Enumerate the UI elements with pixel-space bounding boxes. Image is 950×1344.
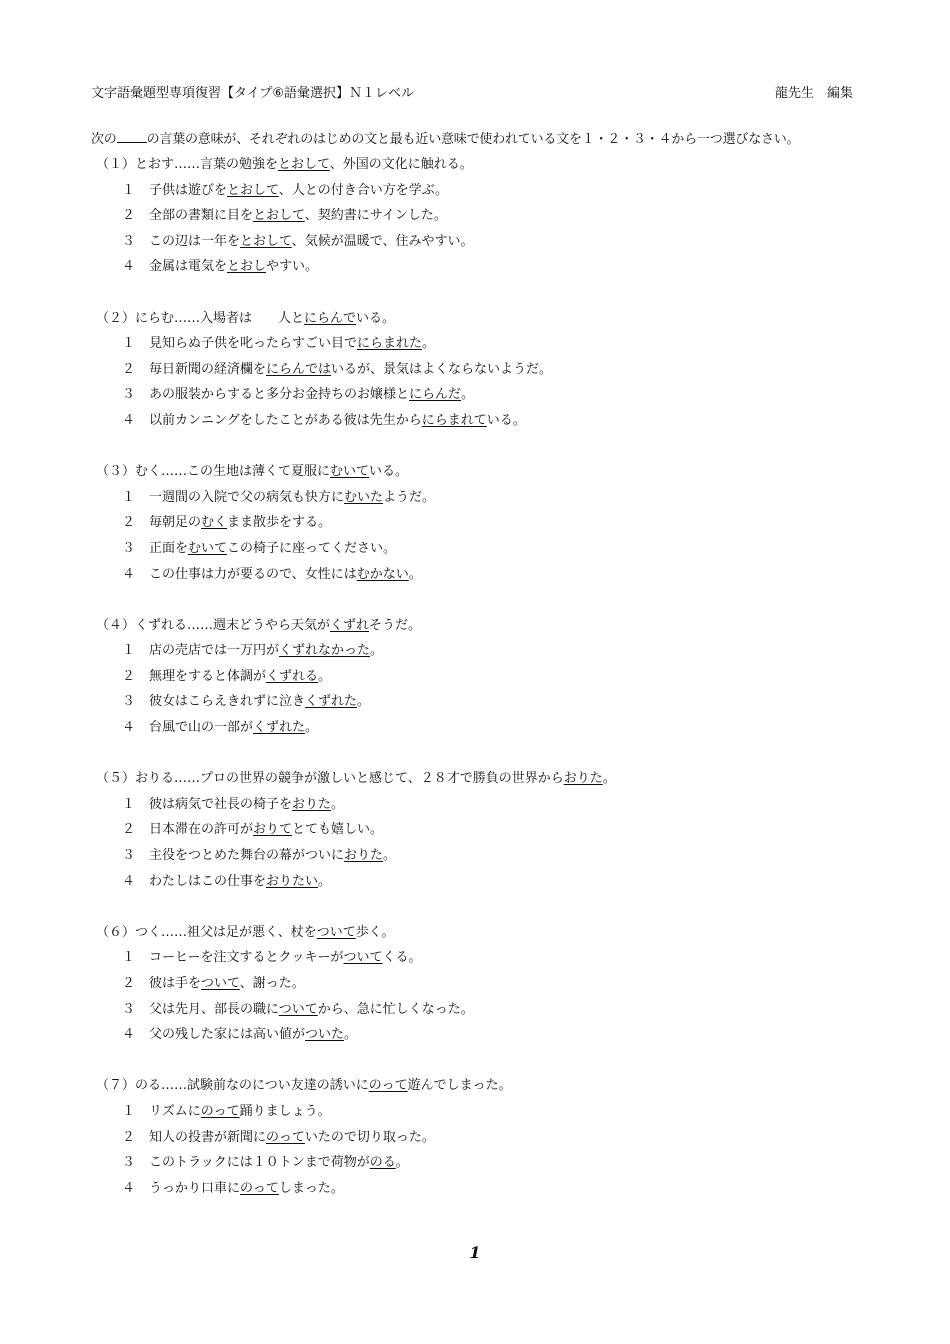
sentence-fragment: 。: [395, 1155, 409, 1171]
sentence-fragment: 店の売店では一万円が: [149, 643, 280, 659]
sentence-fragment: いるが、景気はよくならないようだ。: [331, 361, 553, 377]
answer-option: [96, 817, 616, 843]
answer-option: [96, 1150, 616, 1176]
underlined-target-word: おりた: [292, 796, 332, 812]
sentence-fragment: 一週間の入院で父の病気も快方に: [149, 489, 345, 505]
underlined-target-word: のる: [369, 1155, 396, 1171]
answer-option: [96, 689, 616, 715]
sentence-fragment: 毎日新聞の経済欄を: [149, 361, 267, 377]
underlined-target-word: くずれ: [330, 617, 370, 633]
option-number: ４: [122, 873, 136, 889]
underlined-target-word: にらんで: [304, 310, 357, 326]
sentence-fragment: 台風で山の一部が: [149, 720, 254, 736]
answer-option: [96, 203, 616, 229]
sentence-fragment: リズムに: [149, 1103, 201, 1119]
question-block: [96, 920, 616, 1048]
sentence-fragment: 毎朝足の: [149, 515, 202, 531]
editor-credit: 龍先生 編集: [774, 86, 853, 101]
question-stem: [96, 459, 616, 485]
sentence-fragment: （５）おりる……プロの世界の競争が激しいと感じて、２８才で勝負の世界から: [96, 771, 564, 787]
sentence-fragment: 彼女はこらえきれずに泣き: [149, 694, 306, 710]
sentence-fragment: 彼は手を: [149, 976, 202, 991]
answer-option: [96, 1125, 616, 1151]
underlined-target-word: くずれた: [253, 720, 306, 736]
option-number: ３: [122, 1155, 136, 1171]
option-number: ４: [122, 412, 136, 428]
sentence-fragment: 。: [305, 720, 319, 736]
answer-option: [96, 1022, 616, 1048]
answer-option: [96, 869, 616, 895]
sentence-fragment: 全部の書類に目を: [149, 208, 254, 224]
answer-option: [96, 843, 616, 869]
answer-option: [96, 715, 616, 741]
sentence-fragment: 遊んでしまった。: [407, 1078, 512, 1094]
sentence-fragment: この辺は一年を: [149, 233, 241, 249]
question-stem: [96, 306, 616, 332]
sentence-fragment: 日本滞在の許可が: [149, 822, 254, 838]
instruction-pre: 次の: [91, 132, 117, 147]
answer-option: [96, 997, 616, 1023]
sentence-fragment: 。: [461, 387, 475, 403]
option-number: ４: [122, 1180, 136, 1196]
option-number: ２: [122, 361, 136, 377]
underlined-target-word: ついて: [316, 924, 356, 940]
option-number: ２: [122, 822, 136, 838]
underlined-target-word: にらまれて: [421, 412, 487, 428]
underlined-target-word: にらんでは: [266, 361, 332, 377]
answer-option: [96, 1176, 616, 1202]
question-list: [96, 152, 616, 1201]
sentence-fragment: 。: [318, 668, 332, 684]
blank-underline: [117, 130, 147, 143]
option-number: ４: [122, 720, 136, 736]
sentence-fragment: 。: [344, 1027, 358, 1043]
option-number: ３: [122, 1001, 136, 1017]
underlined-target-word: くずれる: [266, 668, 319, 684]
option-number: ２: [122, 208, 136, 224]
answer-option: [96, 945, 616, 971]
option-number: ４: [122, 1027, 136, 1043]
option-number: １: [122, 796, 136, 812]
sentence-fragment: 。: [408, 566, 422, 582]
option-number: ３: [122, 848, 136, 864]
option-number: １: [122, 950, 136, 966]
question-block: [96, 766, 616, 894]
question-stem: [96, 1073, 616, 1099]
question-stem: [96, 766, 616, 792]
sentence-fragment: しまった。: [278, 1180, 344, 1196]
sentence-fragment: くる。: [382, 950, 422, 966]
option-number: ３: [122, 540, 136, 556]
option-number: １: [122, 336, 136, 352]
underlined-target-word: おりた: [344, 848, 384, 864]
answer-option: [96, 331, 616, 357]
sentence-fragment: まま散歩をする。: [227, 515, 332, 531]
question-block: [96, 1073, 616, 1201]
answer-option: [96, 229, 616, 255]
option-number: １: [122, 182, 136, 198]
sentence-fragment: 子供は遊びを: [149, 182, 228, 198]
answer-option: [96, 971, 616, 997]
answer-option: [96, 382, 616, 408]
sentence-fragment: 、人との付き合い方を学ぶ。: [278, 182, 449, 198]
option-number: ４: [122, 566, 136, 582]
sentence-fragment: （１）とおす……言葉の勉強を: [96, 157, 279, 172]
answer-option: [96, 178, 616, 204]
spacer: [96, 587, 616, 613]
question-block: [96, 152, 616, 280]
underlined-target-word: むいて: [330, 464, 370, 480]
sentence-fragment: 。: [370, 643, 384, 659]
sentence-fragment: いる。: [356, 310, 396, 326]
underlined-target-word: おりたい: [266, 873, 319, 889]
spacer: [96, 434, 616, 460]
spacer: [96, 280, 616, 306]
option-number: ３: [122, 387, 136, 403]
answer-option: [96, 664, 616, 690]
underlined-target-word: むく: [201, 515, 228, 531]
option-number: ２: [122, 515, 136, 531]
answer-option: [96, 510, 616, 536]
answer-option: [96, 562, 616, 588]
question-stem: [96, 152, 616, 178]
sentence-fragment: 主役をつとめた舞台の幕がついに: [149, 848, 345, 864]
sentence-fragment: 。: [318, 873, 332, 889]
underlined-target-word: のって: [200, 1103, 240, 1119]
option-number: １: [122, 1103, 136, 1119]
underlined-target-word: おりた: [563, 771, 603, 787]
sentence-fragment: このトラックには１０トンまで荷物が: [149, 1155, 370, 1171]
underlined-target-word: のって: [368, 1078, 408, 1094]
page-header: [91, 82, 853, 102]
underlined-target-word: のって: [266, 1129, 305, 1145]
sentence-fragment: 父は先月、部長の職に: [149, 1001, 279, 1017]
option-number: ２: [122, 1129, 136, 1145]
underlined-target-word: ついて: [278, 1001, 318, 1017]
sentence-fragment: 以前カンニングをしたことがある彼は先生から: [149, 412, 422, 428]
underlined-target-word: くずれた: [305, 694, 358, 710]
option-number: １: [122, 489, 136, 505]
underlined-target-word: ついて: [201, 976, 240, 991]
sentence-fragment: 、外国の文化に触れる。: [329, 157, 473, 172]
answer-option: [96, 638, 616, 664]
sentence-fragment: 。: [422, 336, 436, 352]
underlined-target-word: にらんだ: [409, 387, 462, 403]
sentence-fragment: （６）つく……祖父は足が悪く、杖を: [96, 924, 317, 940]
document-title: 文字語彙題型専項復習【タイプ⑥語彙選択】Ｎ１レベル: [91, 86, 415, 101]
underlined-target-word: とおし: [227, 259, 267, 275]
answer-option: [96, 485, 616, 511]
spacer: [96, 894, 616, 920]
answer-option: [96, 357, 616, 383]
underlined-target-word: とおして: [278, 157, 330, 172]
question-block: [96, 459, 616, 587]
sentence-fragment: いたので切り取った。: [304, 1129, 435, 1145]
underlined-target-word: とおして: [240, 233, 292, 249]
sentence-fragment: いる。: [369, 464, 409, 480]
sentence-fragment: 無理をすると体調が: [149, 668, 267, 684]
sentence-fragment: 歩く。: [355, 924, 395, 940]
sentence-fragment: 、謝った。: [239, 976, 305, 991]
underlined-target-word: むいた: [344, 489, 384, 505]
underlined-target-word: とおして: [253, 208, 305, 224]
sentence-fragment: この椅子に座ってください。: [227, 540, 397, 556]
option-number: ３: [122, 233, 136, 249]
option-number: １: [122, 643, 136, 659]
page-number: 1: [469, 1243, 481, 1262]
sentence-fragment: 父の残した家には高い値が: [149, 1027, 306, 1043]
question-block: [96, 613, 616, 741]
sentence-fragment: わたしはこの仕事を: [149, 873, 267, 889]
underlined-target-word: のって: [240, 1180, 279, 1196]
underlined-target-word: にらまれた: [357, 336, 423, 352]
sentence-fragment: （２）にらむ……入場者は 人と: [96, 310, 305, 326]
sentence-fragment: うっかり口車に: [149, 1180, 241, 1196]
answer-option: [96, 1099, 616, 1125]
sentence-fragment: 。: [331, 796, 345, 812]
question-stem: [96, 920, 616, 946]
sentence-fragment: そうだ。: [369, 617, 422, 633]
option-number: ４: [122, 259, 136, 275]
sentence-fragment: 、契約書にサインした。: [304, 208, 447, 224]
sentence-fragment: 。: [357, 694, 371, 710]
sentence-fragment: この仕事は力が要るので、女性には: [149, 566, 357, 582]
instruction-post: の言葉の意味が、それぞれのはじめの文と最も近い意味で使われている文を１・２・３・４から一つ選びなさい。: [146, 132, 800, 147]
sentence-fragment: から、急に忙しくなった。: [317, 1001, 474, 1017]
answer-option: [96, 254, 616, 280]
option-number: ３: [122, 694, 136, 710]
sentence-fragment: （７）のる……試験前なのについ友達の誘いに: [96, 1078, 369, 1094]
sentence-fragment: やすい。: [266, 259, 319, 275]
sentence-fragment: ようだ。: [383, 489, 436, 505]
sentence-fragment: 金属は電気を: [149, 259, 228, 275]
underlined-target-word: ついて: [343, 950, 383, 966]
answer-option: [96, 408, 616, 434]
sentence-fragment: あの服装からすると多分お金持ちのお嬢様と: [149, 387, 410, 403]
sentence-fragment: とても嬉しい。: [292, 822, 384, 838]
answer-option: [96, 792, 616, 818]
sentence-fragment: 彼は病気で社長の椅子を: [149, 796, 293, 812]
sentence-fragment: 知人の投書が新聞に: [149, 1129, 267, 1145]
sentence-fragment: いる。: [486, 412, 526, 428]
underlined-target-word: とおして: [227, 182, 279, 198]
sentence-fragment: コーヒーを注文するとクッキーが: [149, 950, 344, 966]
underlined-target-word: くずれなかった: [279, 643, 371, 659]
underlined-target-word: おりて: [253, 822, 293, 838]
answer-option: [96, 536, 616, 562]
question-stem: [96, 613, 616, 639]
option-number: ２: [122, 668, 136, 684]
sentence-fragment: 踊りましょう。: [239, 1103, 331, 1119]
underlined-target-word: ついた: [305, 1027, 345, 1043]
spacer: [96, 741, 616, 767]
sentence-fragment: 。: [602, 771, 616, 787]
instruction-text: [91, 128, 799, 147]
underlined-target-word: むかない: [356, 566, 409, 582]
sentence-fragment: 、気候が温暖で、住みやすい。: [291, 233, 474, 249]
sentence-fragment: 正面を: [149, 540, 189, 556]
spacer: [96, 1048, 616, 1074]
sentence-fragment: （４）くずれる……週末どうやら天気が: [96, 617, 331, 633]
sentence-fragment: 見知らぬ子供を叱ったらすごい目で: [149, 336, 358, 352]
sentence-fragment: （３）むく……この生地は薄くて夏服に: [96, 464, 331, 480]
option-number: ２: [122, 976, 136, 991]
sentence-fragment: 。: [383, 848, 397, 864]
underlined-target-word: むいて: [188, 540, 228, 556]
question-block: [96, 306, 616, 434]
